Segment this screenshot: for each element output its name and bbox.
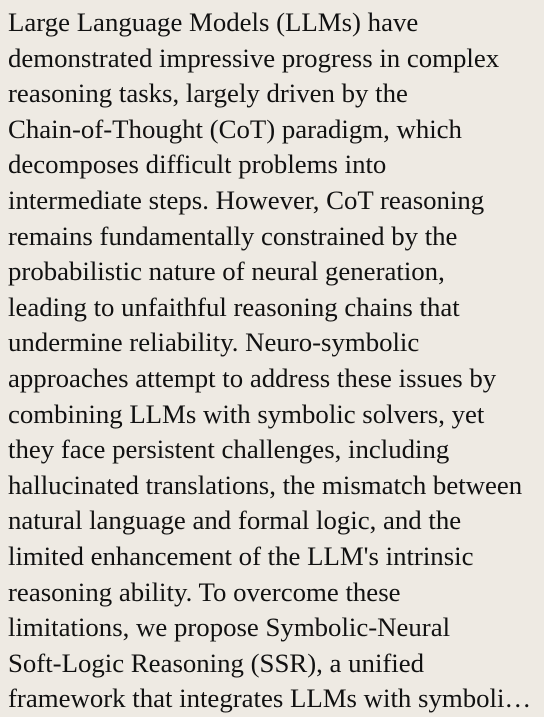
abstract-line: probabilistic nature of neural generation, — [8, 256, 445, 287]
abstract-line: Chain-of-Thought (CoT) paradigm, which — [8, 113, 462, 144]
abstract-line: natural language and formal logic, and the — [8, 505, 462, 536]
abstract-line: leading to unfaithful reasoning chains that — [8, 291, 460, 322]
abstract-line: demonstrated impressive progress in complex — [8, 42, 500, 73]
abstract-line: they face persistent challenges, including — [8, 434, 450, 465]
abstract-line: Large Language Models (LLMs) have — [8, 7, 419, 37]
abstract-line: Soft-Logic Reasoning (SSR), a unified — [8, 647, 425, 678]
abstract-line: combining LLMs with symbolic solvers, yet — [8, 398, 485, 429]
abstract-line: decomposes difficult problems into — [8, 149, 387, 180]
abstract-line: reasoning tasks, largely driven by the — [8, 78, 408, 109]
abstract-line: framework that integrates LLMs with symboli… — [8, 683, 532, 714]
abstract-line: undermine reliability. Neuro-symbolic — [8, 327, 420, 358]
abstract-line: hallucinated translations, the mismatch between — [8, 469, 523, 500]
abstract-line: reasoning ability. To overcome these — [8, 576, 401, 607]
abstract-text-block — [8, 5, 544, 714]
abstract-line: approaches attempt to address these issues by — [8, 362, 497, 393]
abstract-line: limitations, we propose Symbolic-Neural — [8, 612, 451, 643]
abstract-line: limited enhancement of the LLM's intrinsic — [8, 540, 474, 571]
abstract-line: intermediate steps. However, CoT reasoning — [8, 184, 485, 215]
abstract-line: remains fundamentally constrained by the — [8, 220, 458, 251]
